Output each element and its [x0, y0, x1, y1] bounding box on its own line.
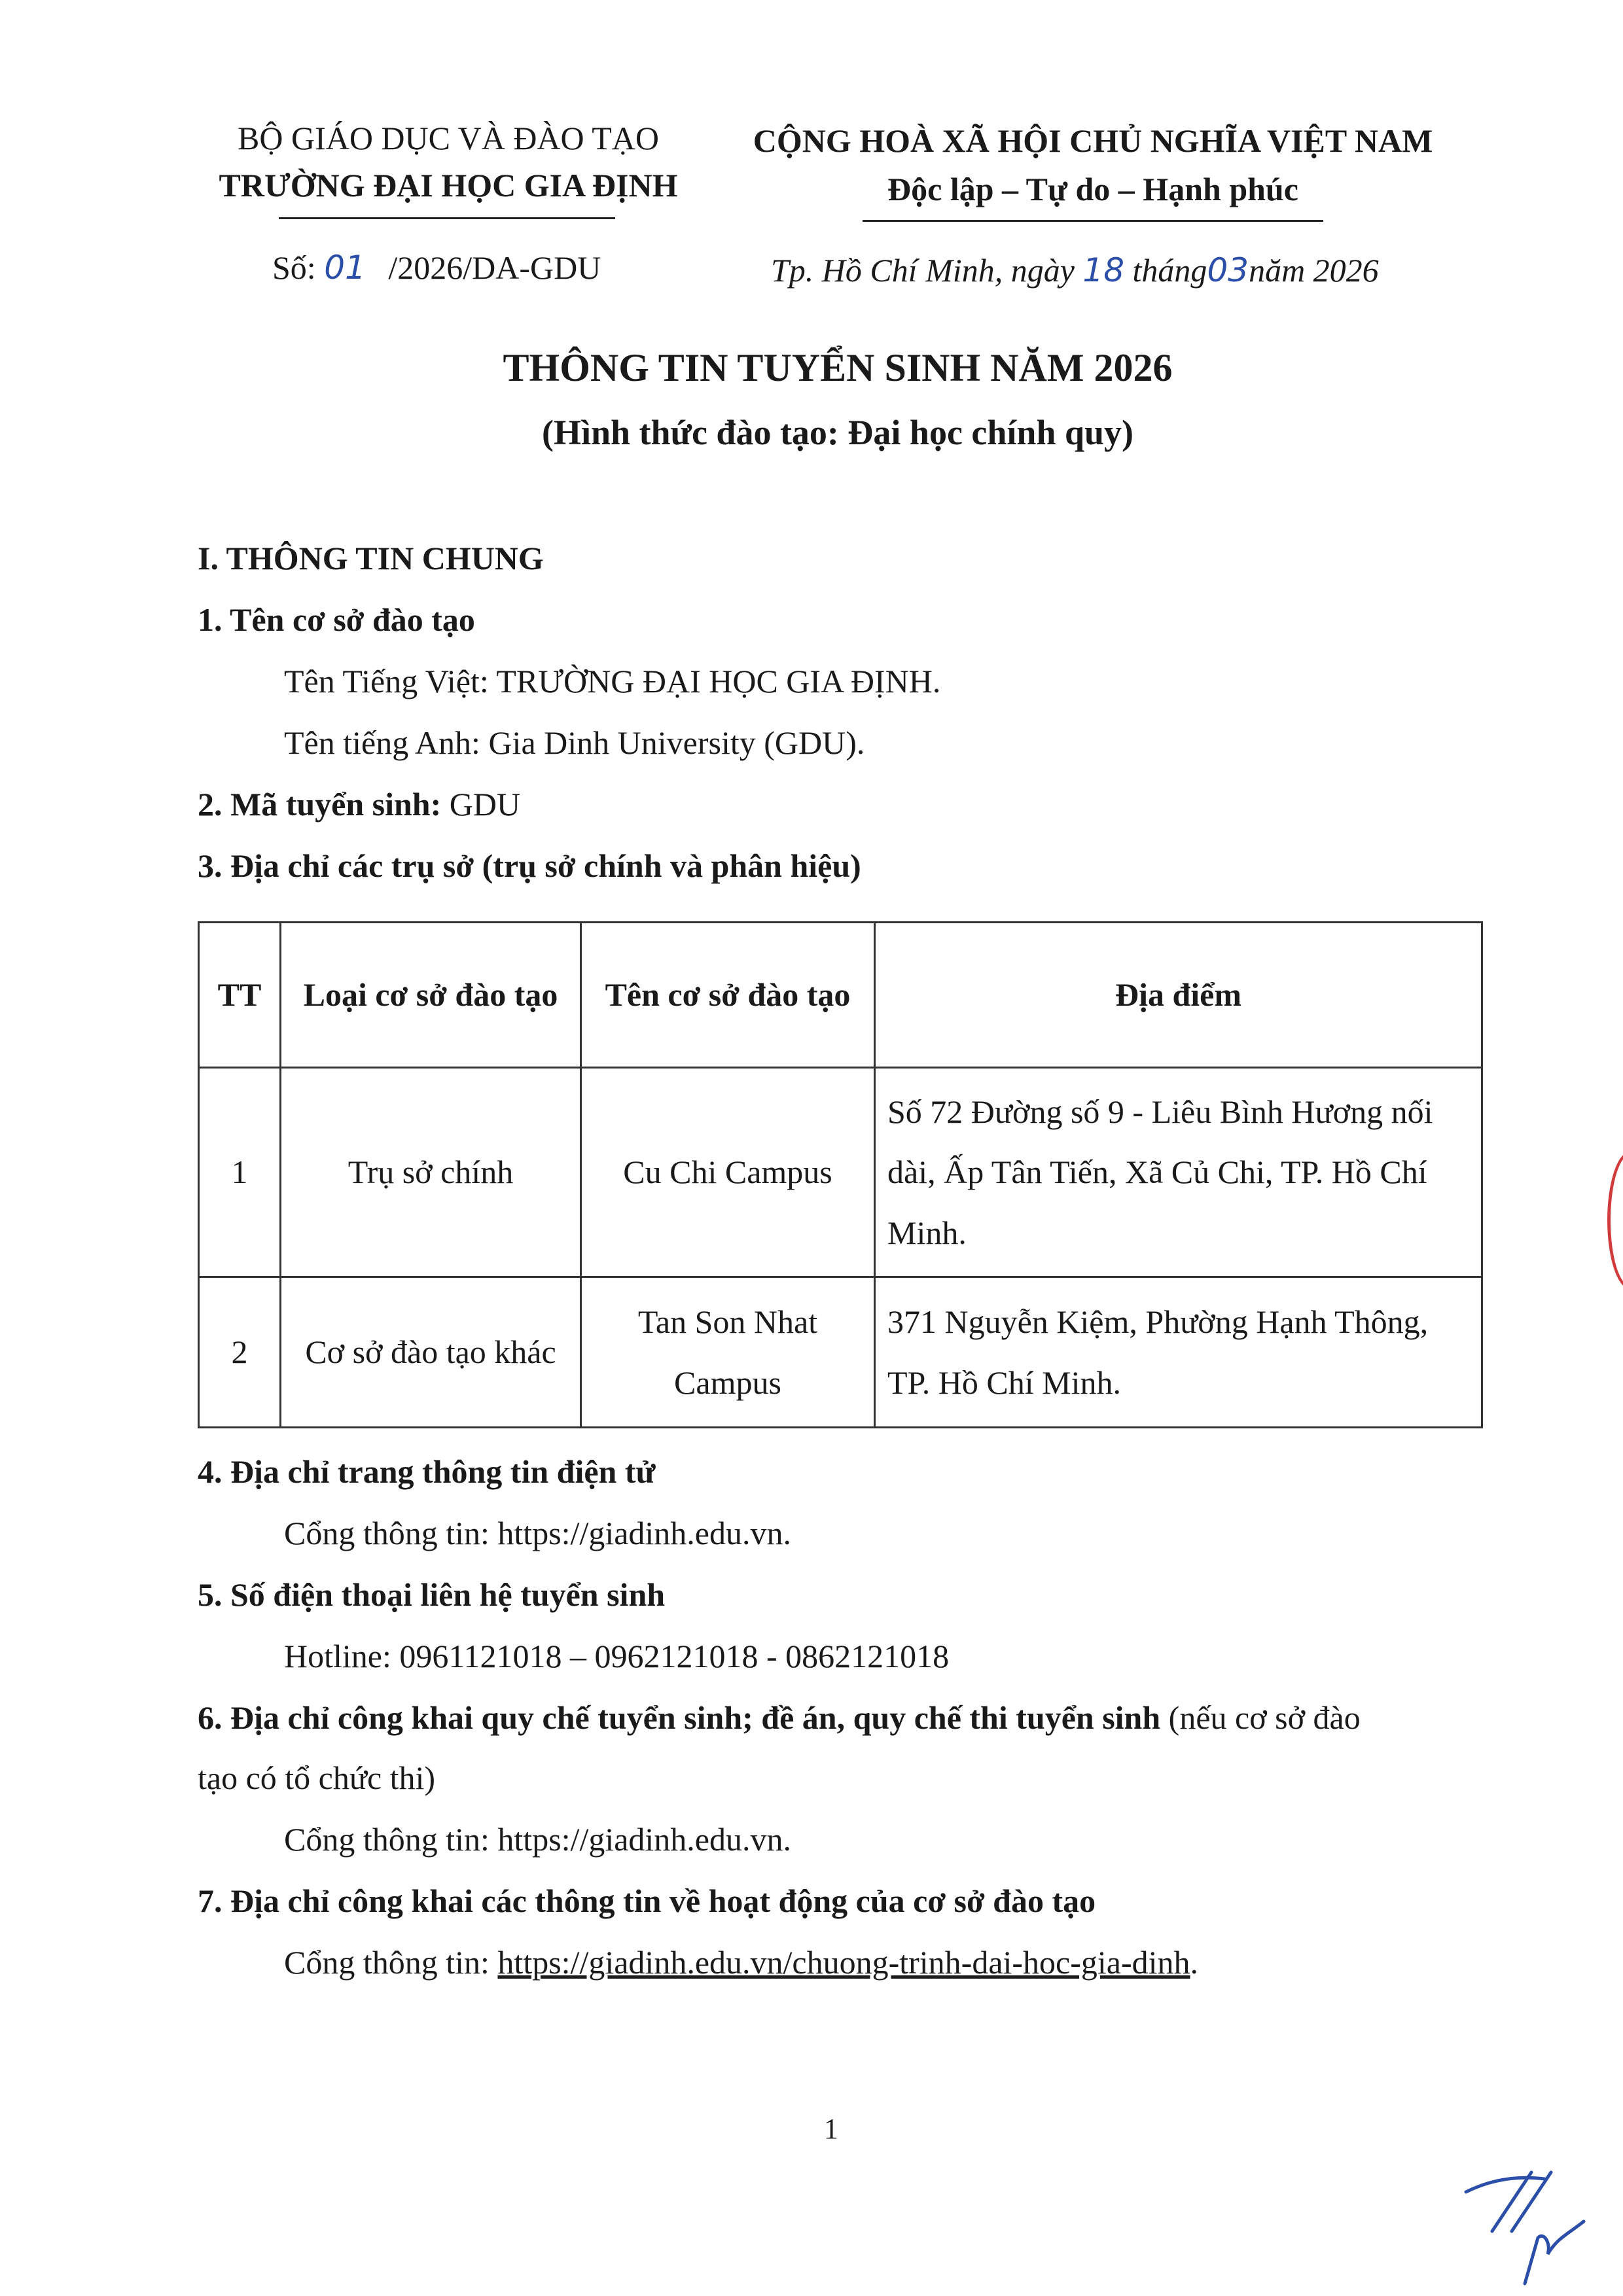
item1-heading: 1. Tên cơ sở đào tạo — [198, 601, 475, 638]
item3-heading: 3. Địa chỉ các trụ sở (trụ sở chính và phân hiệu) — [198, 847, 861, 884]
date-city: Tp. Hồ Chí Minh, ngày — [771, 252, 1075, 289]
initial-stroke-3 — [1512, 2172, 1551, 2231]
table-row — [199, 1277, 1482, 1428]
item7-link[interactable]: https://giadinh.edu.vn/chuong-trinh-dai-hoc-gia-dinh — [497, 1944, 1190, 1981]
name-vietnamese: Tên Tiếng Việt: TRƯỜNG ĐẠI HỌC GIA ĐỊNH. — [284, 663, 941, 699]
cell-tt: 2 — [199, 1277, 281, 1428]
university-underline — [279, 217, 615, 219]
date-month-label: tháng — [1132, 252, 1207, 289]
document-number — [272, 249, 601, 287]
motto-underline — [863, 220, 1323, 222]
cell-location: Số 72 Đường số 9 - Liêu Bình Hương nối dài, Ấp Tân Tiến, Xã Củ Chi, TP. Hồ Chí Minh. — [875, 1068, 1482, 1277]
doc-no-handwritten: 01 — [324, 249, 366, 287]
item6-heading — [198, 1701, 1361, 1734]
cell-name: Tan Son Nhat Campus — [581, 1277, 875, 1428]
item2-value: GDU — [441, 786, 521, 822]
section-heading: I. THÔNG TIN CHUNG — [198, 540, 544, 576]
page-number: 1 — [824, 2113, 838, 2145]
item7-value — [284, 1946, 1198, 1979]
cell-tt: 1 — [199, 1068, 281, 1277]
page-title: THÔNG TIN TUYỂN SINH NĂM 2026 — [503, 346, 1173, 389]
item2-admission-code — [198, 788, 520, 821]
cell-type: Trụ sở chính — [281, 1068, 581, 1277]
motto: Độc lập – Tự do – Hạnh phúc — [887, 171, 1298, 207]
item6-value: Cổng thông tin: https://giadinh.edu.vn. — [284, 1821, 791, 1858]
item4-value: Cổng thông tin: https://giadinh.edu.vn. — [284, 1515, 791, 1551]
table-row — [199, 1068, 1482, 1277]
ministry-name: BỘ GIÁO DỤC VÀ ĐÀO TẠO — [238, 120, 659, 156]
initial-stroke-1 — [1466, 2178, 1544, 2192]
university-name: TRƯỜNG ĐẠI HỌC GIA ĐỊNH — [219, 167, 678, 203]
date-month-handwritten: 03 — [1207, 251, 1249, 289]
header-type: Loại cơ sở đào tạo — [281, 923, 581, 1068]
item6-heading-normal: (nếu cơ sở đào — [1160, 1699, 1361, 1736]
item4-heading: 4. Địa chỉ trang thông tin điện tử — [198, 1453, 656, 1490]
red-seal-edge — [1607, 1152, 1623, 1289]
item7-heading: 7. Địa chỉ công khai các thông tin về hoạt động của cơ sở đào tạo — [198, 1882, 1096, 1919]
page-subtitle: (Hình thức đào tạo: Đại học chính quy) — [541, 413, 1134, 452]
item6-heading-bold: 6. Địa chỉ công khai quy chế tuyển sinh; đề án, quy chế thi tuyển sinh — [198, 1699, 1161, 1736]
item6-heading-continued: tạo có tổ chức thi) — [198, 1759, 436, 1796]
republic-name: CỘNG HOÀ XÃ HỘI CHỦ NGHĨA VIỆT NAM — [753, 122, 1433, 159]
doc-no-label: Số: — [272, 249, 316, 286]
document-date — [771, 251, 1379, 289]
campus-table — [198, 921, 1483, 1428]
initial-stroke-4 — [1525, 2221, 1584, 2284]
date-day-handwritten: 18 — [1082, 251, 1125, 289]
header-name: Tên cơ sở đào tạo — [581, 923, 875, 1068]
cell-type: Cơ sở đào tạo khác — [281, 1277, 581, 1428]
item5-hotline: Hotline: 0961121018 – 0962121018 - 0862121018 — [284, 1638, 950, 1674]
header-tt: TT — [199, 923, 281, 1068]
name-english: Tên tiếng Anh: Gia Dinh University (GDU). — [284, 724, 865, 761]
item7-end: . — [1190, 1944, 1199, 1981]
item5-heading: 5. Số điện thoại liên hệ tuyển sinh — [198, 1576, 666, 1613]
doc-no-suffix: /2026/DA-GDU — [388, 249, 601, 286]
cell-name: Cu Chi Campus — [581, 1068, 875, 1277]
cell-location: 371 Nguyễn Kiệm, Phường Hạnh Thông, TP. Hồ Chí Minh. — [875, 1277, 1482, 1428]
date-year: năm 2026 — [1249, 252, 1379, 289]
header-location: Địa điểm — [875, 923, 1482, 1068]
handwritten-initials-signature — [1453, 2159, 1597, 2290]
table-header-row — [199, 923, 1482, 1068]
item7-label: Cổng thông tin: — [284, 1944, 498, 1981]
item2-label: 2. Mã tuyển sinh: — [198, 786, 442, 822]
